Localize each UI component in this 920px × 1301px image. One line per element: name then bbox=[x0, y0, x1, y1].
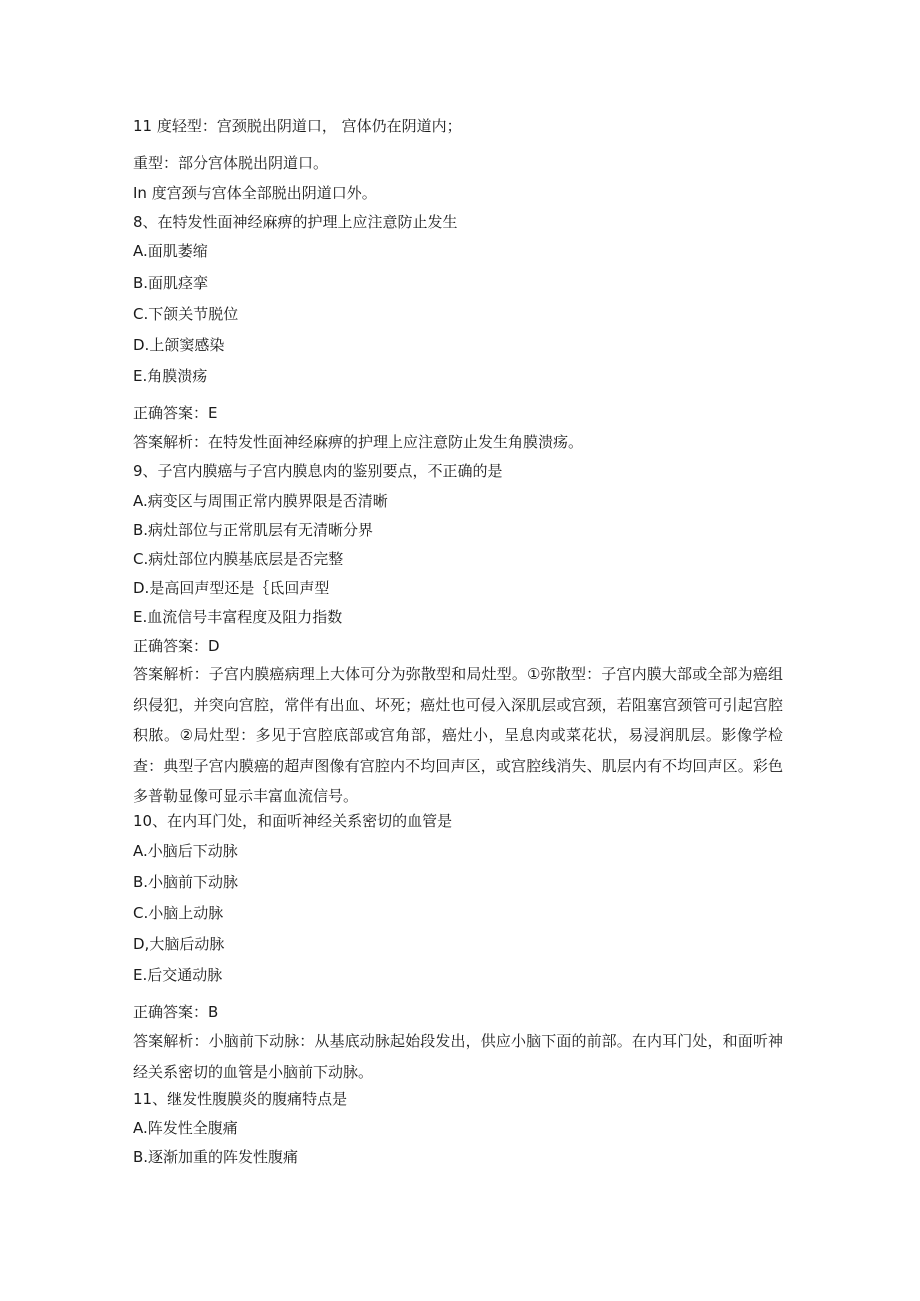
question-8-answer: 正确答案：E bbox=[133, 404, 218, 422]
question-10-stem: 10、在内耳门处，和面听神经关系密切的血管是 bbox=[133, 812, 453, 830]
question-10-explanation: 答案解析：小脑前下动脉：从基底动脉起始段发出，供应小脑下面的前部。在内耳门处，和面听神经关系密切的血管是小脑前下动脉。 bbox=[133, 1032, 783, 1081]
text-line-degree-mild: 11 度轻型：宫颈脱出阴道口， 宫体仍在阴道内； bbox=[133, 117, 462, 135]
question-9-option-b: B.病灶部位与正常肌层有无清晰分界 bbox=[133, 521, 374, 539]
text-line-degree-3: In 度宫颈与宫体全部脱出阴道口外。 bbox=[133, 184, 377, 202]
question-10-option-e: E.后交通动脉 bbox=[133, 966, 223, 984]
question-8-option-a: A.面肌萎缩 bbox=[133, 242, 208, 260]
question-11-option-a: A.阵发性全腹痛 bbox=[133, 1119, 238, 1137]
question-9-answer: 正确答案：D bbox=[133, 637, 220, 655]
question-8-option-b: B.面肌痉挛 bbox=[133, 274, 209, 292]
question-8-explanation: 答案解析：在特发性面神经麻痹的护理上应注意防止发生角膜溃疡。 bbox=[133, 433, 584, 451]
question-10-option-d: D,大脑后动脉 bbox=[133, 935, 225, 953]
question-8-option-c: C.下颌关节脱位 bbox=[133, 305, 239, 323]
question-8-option-d: D.上颌窦感染 bbox=[133, 336, 225, 354]
question-10-answer: 正确答案：B bbox=[133, 1003, 219, 1021]
question-9-option-d: D.是高回声型还是｛氐回声型 bbox=[133, 579, 330, 597]
question-8-stem: 8、在特发性面神经麻痹的护理上应注意防止发生 bbox=[133, 213, 458, 231]
question-9-stem: 9、子宫内膜癌与子宫内膜息肉的鉴别要点，不正确的是 bbox=[133, 462, 503, 480]
question-11-stem: 11、继发性腹膜炎的腹痛特点是 bbox=[133, 1090, 348, 1108]
question-10-option-a: A.小脑后下动脉 bbox=[133, 842, 238, 860]
question-9-option-a: A.病变区与周围正常内膜界限是否清晰 bbox=[133, 492, 388, 510]
question-9-option-c: C.病灶部位内膜基底层是否完整 bbox=[133, 550, 344, 568]
text-line-severe: 重型：部分宫体脱出阴道口。 bbox=[133, 154, 329, 172]
question-8-option-e: E.角膜溃疡 bbox=[133, 367, 208, 385]
question-10-option-c: C.小脑上动脉 bbox=[133, 904, 224, 922]
question-11-option-b: B.逐渐加重的阵发性腹痛 bbox=[133, 1148, 299, 1166]
question-10-option-b: B.小脑前下动脉 bbox=[133, 873, 239, 891]
question-9-option-e: E.血流信号丰富程度及阻力指数 bbox=[133, 608, 343, 626]
question-9-explanation: 答案解析：子宫内膜癌病理上大体可分为弥散型和局灶型。①弥散型：子宫内膜大部或全部为癌组织侵犯，并突向宫腔，常伴有出血、坏死；癌灶也可侵入深肌层或宫颈，若阻塞宫颈管可引起宫腔积脓。②局灶型：多见于宫腔底部或宫角部，癌灶小，呈息肉或菜花状，易浸润肌层。影像学检查：典型子宫内膜癌的超声图像有宫腔内不均回声区，或宫腔线消失、肌层内有不均回声区。彩色多普勒显像可显示丰富血流信号。 bbox=[133, 665, 783, 805]
